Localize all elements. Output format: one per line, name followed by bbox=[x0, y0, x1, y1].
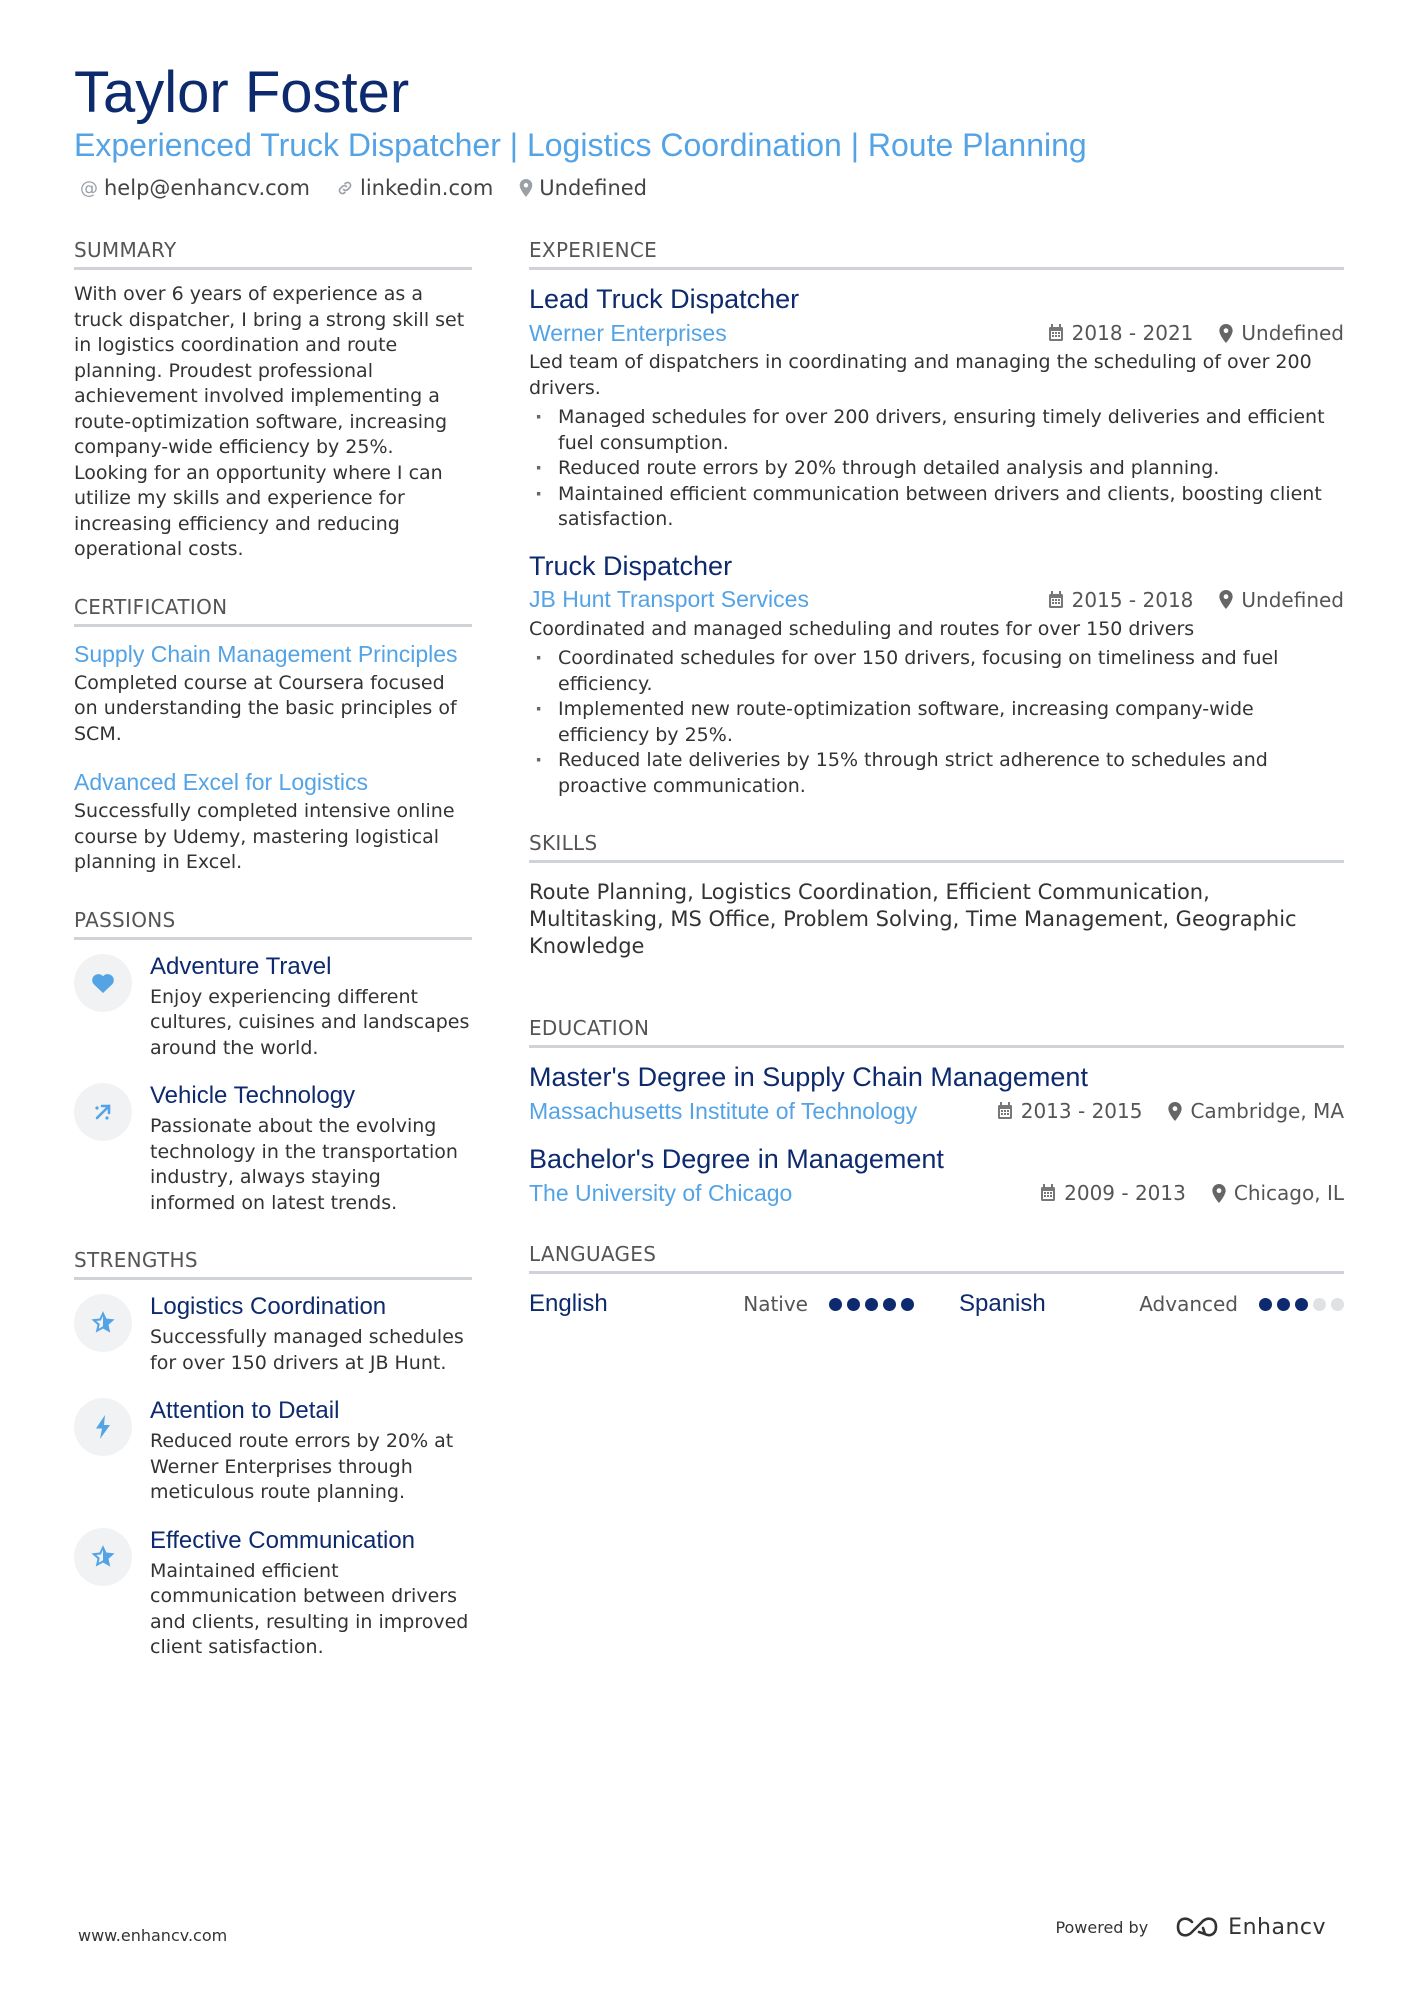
languages-heading: LANGUAGES bbox=[529, 1240, 1344, 1274]
strengths-heading: STRENGTHS bbox=[74, 1246, 472, 1280]
location-pin-icon bbox=[519, 179, 533, 197]
passion-name: Adventure Travel bbox=[150, 952, 332, 980]
right-column bbox=[529, 236, 1344, 1322]
company-name: JB Hunt Transport Services bbox=[529, 586, 809, 612]
rating-dot-filled bbox=[901, 1298, 914, 1311]
job-bullet: · Reduced route errors by 20% through detailed analysis and planning. bbox=[529, 456, 1344, 482]
language-rating bbox=[1254, 1298, 1344, 1311]
strength-item bbox=[74, 1396, 472, 1506]
degree-title: Bachelor's Degree in Management bbox=[529, 1144, 944, 1174]
route-icon bbox=[74, 1083, 132, 1141]
language-level: Advanced bbox=[1139, 1292, 1238, 1316]
dates-text: 2009 - 2013 bbox=[1064, 1181, 1186, 1205]
passion-name: Vehicle Technology bbox=[150, 1082, 356, 1109]
candidate-headline: Experienced Truck Dispatcher | Logistics Coordination | Route Planning bbox=[74, 127, 1087, 163]
strength-item bbox=[74, 1292, 472, 1376]
strength-desc: Successfully managed schedules for over 150 drivers at JB Hunt. bbox=[150, 1326, 464, 1374]
dates-text: 2015 - 2018 bbox=[1071, 587, 1194, 612]
passion-desc: Passionate about the evolving technology in the transportation industry, always staying informed on latest trends. bbox=[150, 1115, 458, 1214]
job-title: Lead Truck Dispatcher bbox=[529, 284, 800, 314]
certification-item bbox=[74, 767, 472, 876]
location-text: Cambridge, MA bbox=[1190, 1099, 1344, 1123]
passion-desc: Enjoy experiencing different cultures, cuisines and landscapes around the world. bbox=[150, 985, 470, 1059]
contact-bar bbox=[80, 176, 673, 200]
enhancv-logo-icon bbox=[1174, 1914, 1220, 1940]
language-item bbox=[529, 1290, 914, 1318]
candidate-name: Taylor Foster bbox=[74, 60, 410, 125]
rating-dot-empty bbox=[1313, 1298, 1326, 1311]
rating-dot-filled bbox=[883, 1298, 896, 1311]
education-dates bbox=[1040, 1181, 1186, 1205]
job-dates bbox=[1048, 588, 1194, 612]
education-dates bbox=[997, 1099, 1143, 1123]
job-summary: Led team of dispatchers in coordinating and managing the scheduling of over 200 drivers. bbox=[529, 351, 1312, 399]
school-name: Massachusetts Institute of Technology bbox=[529, 1097, 918, 1124]
location-pin-icon bbox=[1219, 324, 1233, 343]
passion-item bbox=[74, 1081, 472, 1216]
rating-dot-empty bbox=[1331, 1298, 1344, 1311]
degree-title: Master's Degree in Supply Chain Management bbox=[529, 1062, 1088, 1092]
experience-heading: EXPERIENCE bbox=[529, 236, 1344, 270]
languages-row bbox=[529, 1286, 1344, 1322]
location-pin-icon bbox=[1212, 1184, 1226, 1203]
education-item bbox=[529, 1142, 1344, 1210]
company-name: Werner Enterprises bbox=[529, 319, 727, 346]
location-text: Undefined bbox=[1241, 587, 1344, 612]
education-item bbox=[529, 1060, 1344, 1128]
skills-text: Route Planning, Logistics Coordination, Efficient Communication, Multitasking, MS Office, Problem Solving, Time Management, Geographic Knowledge bbox=[529, 880, 1297, 958]
job-location bbox=[1219, 588, 1344, 612]
rating-dot-filled bbox=[829, 1298, 842, 1311]
strength-name: Logistics Coordination bbox=[150, 1293, 387, 1320]
contact-location bbox=[519, 176, 647, 200]
strength-name: Attention to Detail bbox=[150, 1397, 340, 1424]
strength-item bbox=[74, 1526, 472, 1661]
job-title: Truck Dispatcher bbox=[529, 550, 733, 581]
location-pin-icon bbox=[1219, 590, 1233, 609]
language-rating bbox=[824, 1298, 914, 1311]
job-location bbox=[1219, 321, 1344, 345]
dates-text: 2013 - 2015 bbox=[1020, 1099, 1143, 1123]
rating-dot-filled bbox=[865, 1298, 878, 1311]
education-location bbox=[1212, 1181, 1344, 1205]
summary-heading: SUMMARY bbox=[74, 236, 472, 270]
certification-item bbox=[74, 639, 472, 748]
email-text: help@enhancv.com bbox=[104, 176, 310, 200]
location-pin-icon bbox=[1168, 1102, 1182, 1121]
experience-item bbox=[529, 549, 1344, 800]
job-bullet: · Reduced late deliveries by 15% through strict adherence to schedules and proactive communication. bbox=[529, 748, 1344, 799]
education-heading: EDUCATION bbox=[529, 1014, 1344, 1048]
certification-desc: Completed course at Coursera focused on understanding the basic principles of SCM. bbox=[74, 671, 457, 745]
powered-by-text: Powered by bbox=[1055, 1917, 1149, 1937]
experience-item bbox=[529, 282, 1344, 533]
calendar-icon bbox=[1048, 591, 1064, 609]
job-dates bbox=[1048, 321, 1194, 345]
calendar-icon bbox=[1048, 324, 1064, 342]
education-location bbox=[1168, 1099, 1344, 1123]
language-level: Native bbox=[743, 1292, 808, 1316]
link-icon bbox=[336, 179, 354, 197]
job-bullet: · Implemented new route-optimization software, increasing company-wide efficiency by 25%. bbox=[529, 697, 1344, 748]
certification-name: Supply Chain Management Principles bbox=[74, 640, 458, 667]
job-bullet: · Coordinated schedules for over 150 drivers, focusing on timeliness and fuel efficiency. bbox=[529, 646, 1344, 697]
rating-dot-filled bbox=[1259, 1298, 1272, 1311]
job-summary: Coordinated and managed scheduling and routes for over 150 drivers bbox=[529, 617, 1195, 640]
rating-dot-filled bbox=[847, 1298, 860, 1311]
strength-name: Effective Communication bbox=[150, 1526, 416, 1554]
strength-desc: Reduced route errors by 20% at Werner Enterprises through meticulous route planning. bbox=[150, 1430, 454, 1503]
calendar-icon bbox=[1040, 1184, 1056, 1202]
certification-heading: CERTIFICATION bbox=[74, 593, 472, 627]
calendar-icon bbox=[997, 1102, 1013, 1120]
job-bullet: · Managed schedules for over 200 drivers, ensuring timely deliveries and efficient fuel consumption. bbox=[529, 405, 1344, 456]
job-bullets bbox=[529, 646, 1344, 799]
skills-heading: SKILLS bbox=[529, 829, 1344, 863]
footer-branding bbox=[1055, 1914, 1326, 1940]
strength-desc: Maintained efficient communication between drivers and clients, resulting in improved client satisfaction. bbox=[150, 1559, 469, 1658]
certification-desc: Successfully completed intensive online course by Udemy, mastering logistical planning in Excel. bbox=[74, 800, 455, 873]
certification-name: Advanced Excel for Logistics bbox=[74, 769, 369, 795]
location-text: Undefined bbox=[539, 176, 648, 200]
language-name: English bbox=[529, 1290, 608, 1317]
star-icon bbox=[74, 1294, 132, 1352]
passion-item bbox=[74, 952, 472, 1062]
job-bullets bbox=[529, 405, 1344, 533]
brand-name[interactable]: Enhancv bbox=[1228, 1914, 1326, 1940]
contact-linkedin[interactable] bbox=[336, 176, 493, 200]
language-name: Spanish bbox=[959, 1290, 1046, 1317]
star-icon bbox=[74, 1528, 132, 1586]
linkedin-text: linkedin.com bbox=[359, 176, 494, 200]
summary-text: With over 6 years of experience as a truck dispatcher, I bring a strong skill set in logistics coordination and route planning. Proudest professional achievement involved implementing a route-optimization software, increasing company-wide efficiency by 25%. Looking for an opportunity where I can utilize my skills and experience for increasing efficiency and reducing operational costs. bbox=[74, 283, 465, 560]
at-icon: @ bbox=[80, 177, 98, 199]
location-text: Undefined bbox=[1241, 321, 1344, 345]
dates-text: 2018 - 2021 bbox=[1071, 321, 1194, 345]
location-text: Chicago, IL bbox=[1233, 1181, 1344, 1205]
language-item bbox=[959, 1290, 1344, 1318]
rating-dot-filled bbox=[1277, 1298, 1290, 1311]
school-name: The University of Chicago bbox=[529, 1179, 793, 1206]
job-bullet: · Maintained efficient communication between drivers and clients, boosting client satisfaction. bbox=[529, 482, 1344, 533]
contact-email[interactable] bbox=[80, 176, 310, 200]
footer-website[interactable]: www.enhancv.com bbox=[78, 1926, 228, 1945]
left-column bbox=[74, 236, 472, 1681]
bolt-icon bbox=[74, 1398, 132, 1456]
rating-dot-filled bbox=[1295, 1298, 1308, 1311]
passions-heading: PASSIONS bbox=[74, 906, 472, 940]
heart-icon bbox=[74, 954, 132, 1012]
